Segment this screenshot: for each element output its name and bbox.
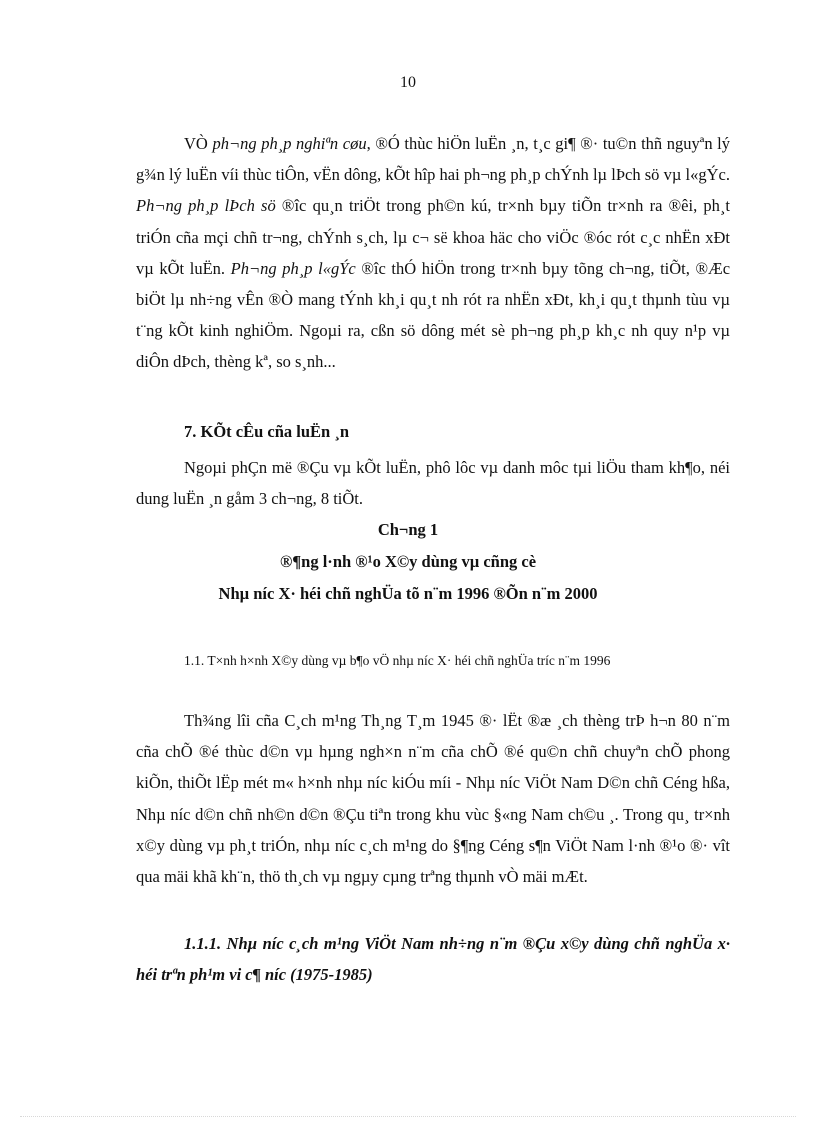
text-run: VÒ [184, 134, 213, 153]
subsubsection-heading [136, 928, 730, 990]
subsubsection-heading-text: 1.1.1. Nhµ níc c¸ch m¹ng ViÖt Nam nh÷ng n¨m ®Çu x©y dùng chñ nghÜa x· héi trªn ph¹m vi c¶ níc (1975-1985) [136, 934, 730, 984]
italic-run: Ph¬ng ph¸p lÞch sö [136, 196, 276, 216]
subsection-heading [136, 648, 730, 674]
section-heading: 7. KÕt cÊu cña luËn ¸n [184, 422, 350, 441]
subsection-heading-text: 1.1. T×nh h×nh X©y dùng vµ b¶o vÖ nhµ níc X· héi chñ nghÜa tríc n¨m 1996 [184, 653, 611, 668]
italic-run: Ph¬ng ph¸p l«gÝc [230, 258, 356, 278]
text-run: ®îc thÓ hiÖn trong tr×nh bµy tõng ch¬ng, tiÕt, ®Æc biÖt lµ nh÷ng vÊn ®Ò mang tÝnh kh¸i qu¸t nh rót ra nhËn xÐt, kh¸i qu¸t thµnh tùu vµ t¨ng kÕt kinh nghiÖm. Ngoµi ra, cßn sö dông mét sè ph¬ng ph¸p kh¸c nh quy n¹p vµ diÔn dÞch, thèng kª, so s¸nh... [136, 258, 731, 372]
text-run: , ®Ó thùc hiÖn luËn ¸n, t¸c gi¶ ®· tu©n thñ nguyªn lý g¾n lý luËn víi thùc tiÔn, vËn dông, kÕt hîp hai ph¬ng ph¸p chÝnh lµ lÞch sö vµ l«gÝc. [136, 134, 731, 185]
page-bottom-divider [20, 1116, 796, 1117]
chapter-number: Ch¬ng 1 [377, 520, 439, 539]
page-number: 10 [400, 74, 416, 91]
text-run: ®îc qu¸n triÖt trong ph©n kú, tr×nh bµy tiÕn tr×nh ra ®êi, ph¸t triÓn cña mçi chñ tr¬ng, chÝnh s¸ch, lµ c¬ së khoa häc cho viÖc ®óc rót c¸c nhËn xÐt vµ kÕt luËn. [136, 196, 730, 278]
italic-run: ph¬ng ph¸p nghiªn cøu [212, 134, 367, 153]
paragraph-text: Th¾ng lîi cña C¸ch m¹ng Th¸ng T¸m 1945 ®· lËt ®æ ¸ch thèng trÞ h¬n 80 n¨m cña chÕ ®é thùc d©n vµ hµng ngh×n n¨m cña chÕ ®é qu©n chñ chuyªn chÕ phong kiÕn, thiÕt lËp mét m« h×nh nhµ níc kiÓu míi - Nhµ níc ViÖt Nam D©n chñ Céng hßa, Nhµ níc d©n chñ nh©n d©n ®Çu tiªn trong khu vùc §«ng Nam ch©u ¸. Trong qu¸ tr×nh x©y dùng vµ ph¸t triÓn, nhµ níc c¸ch m¹ng do §¶ng Céng s¶n ViÖt Nam l·nh ®¹o ®· vît qua mäi khã kh¨n, thö th¸ch vµ ngµy cµng trªng thµnh vÒ mäi mÆt. [136, 711, 730, 887]
chapter-title-line-2: Nhµ níc X· héi chñ nghÜa tõ n¨m 1996 ®Õn n¨m 2000 [218, 584, 598, 603]
paragraph-text: Ngoµi phÇn më ®Çu vµ kÕt luËn, phô lôc vµ danh môc tµi liÖu tham kh¶o, néi dung luËn ¸n gåm 3 ch¬ng, 8 tiÕt. [136, 458, 730, 509]
paragraph-structure [136, 452, 730, 514]
paragraph-history [136, 705, 730, 892]
chapter-title-line-1: ®¶ng l·nh ®¹o X©y dùng vµ cñng cè [279, 552, 537, 571]
paragraph-research-methods [136, 128, 730, 378]
